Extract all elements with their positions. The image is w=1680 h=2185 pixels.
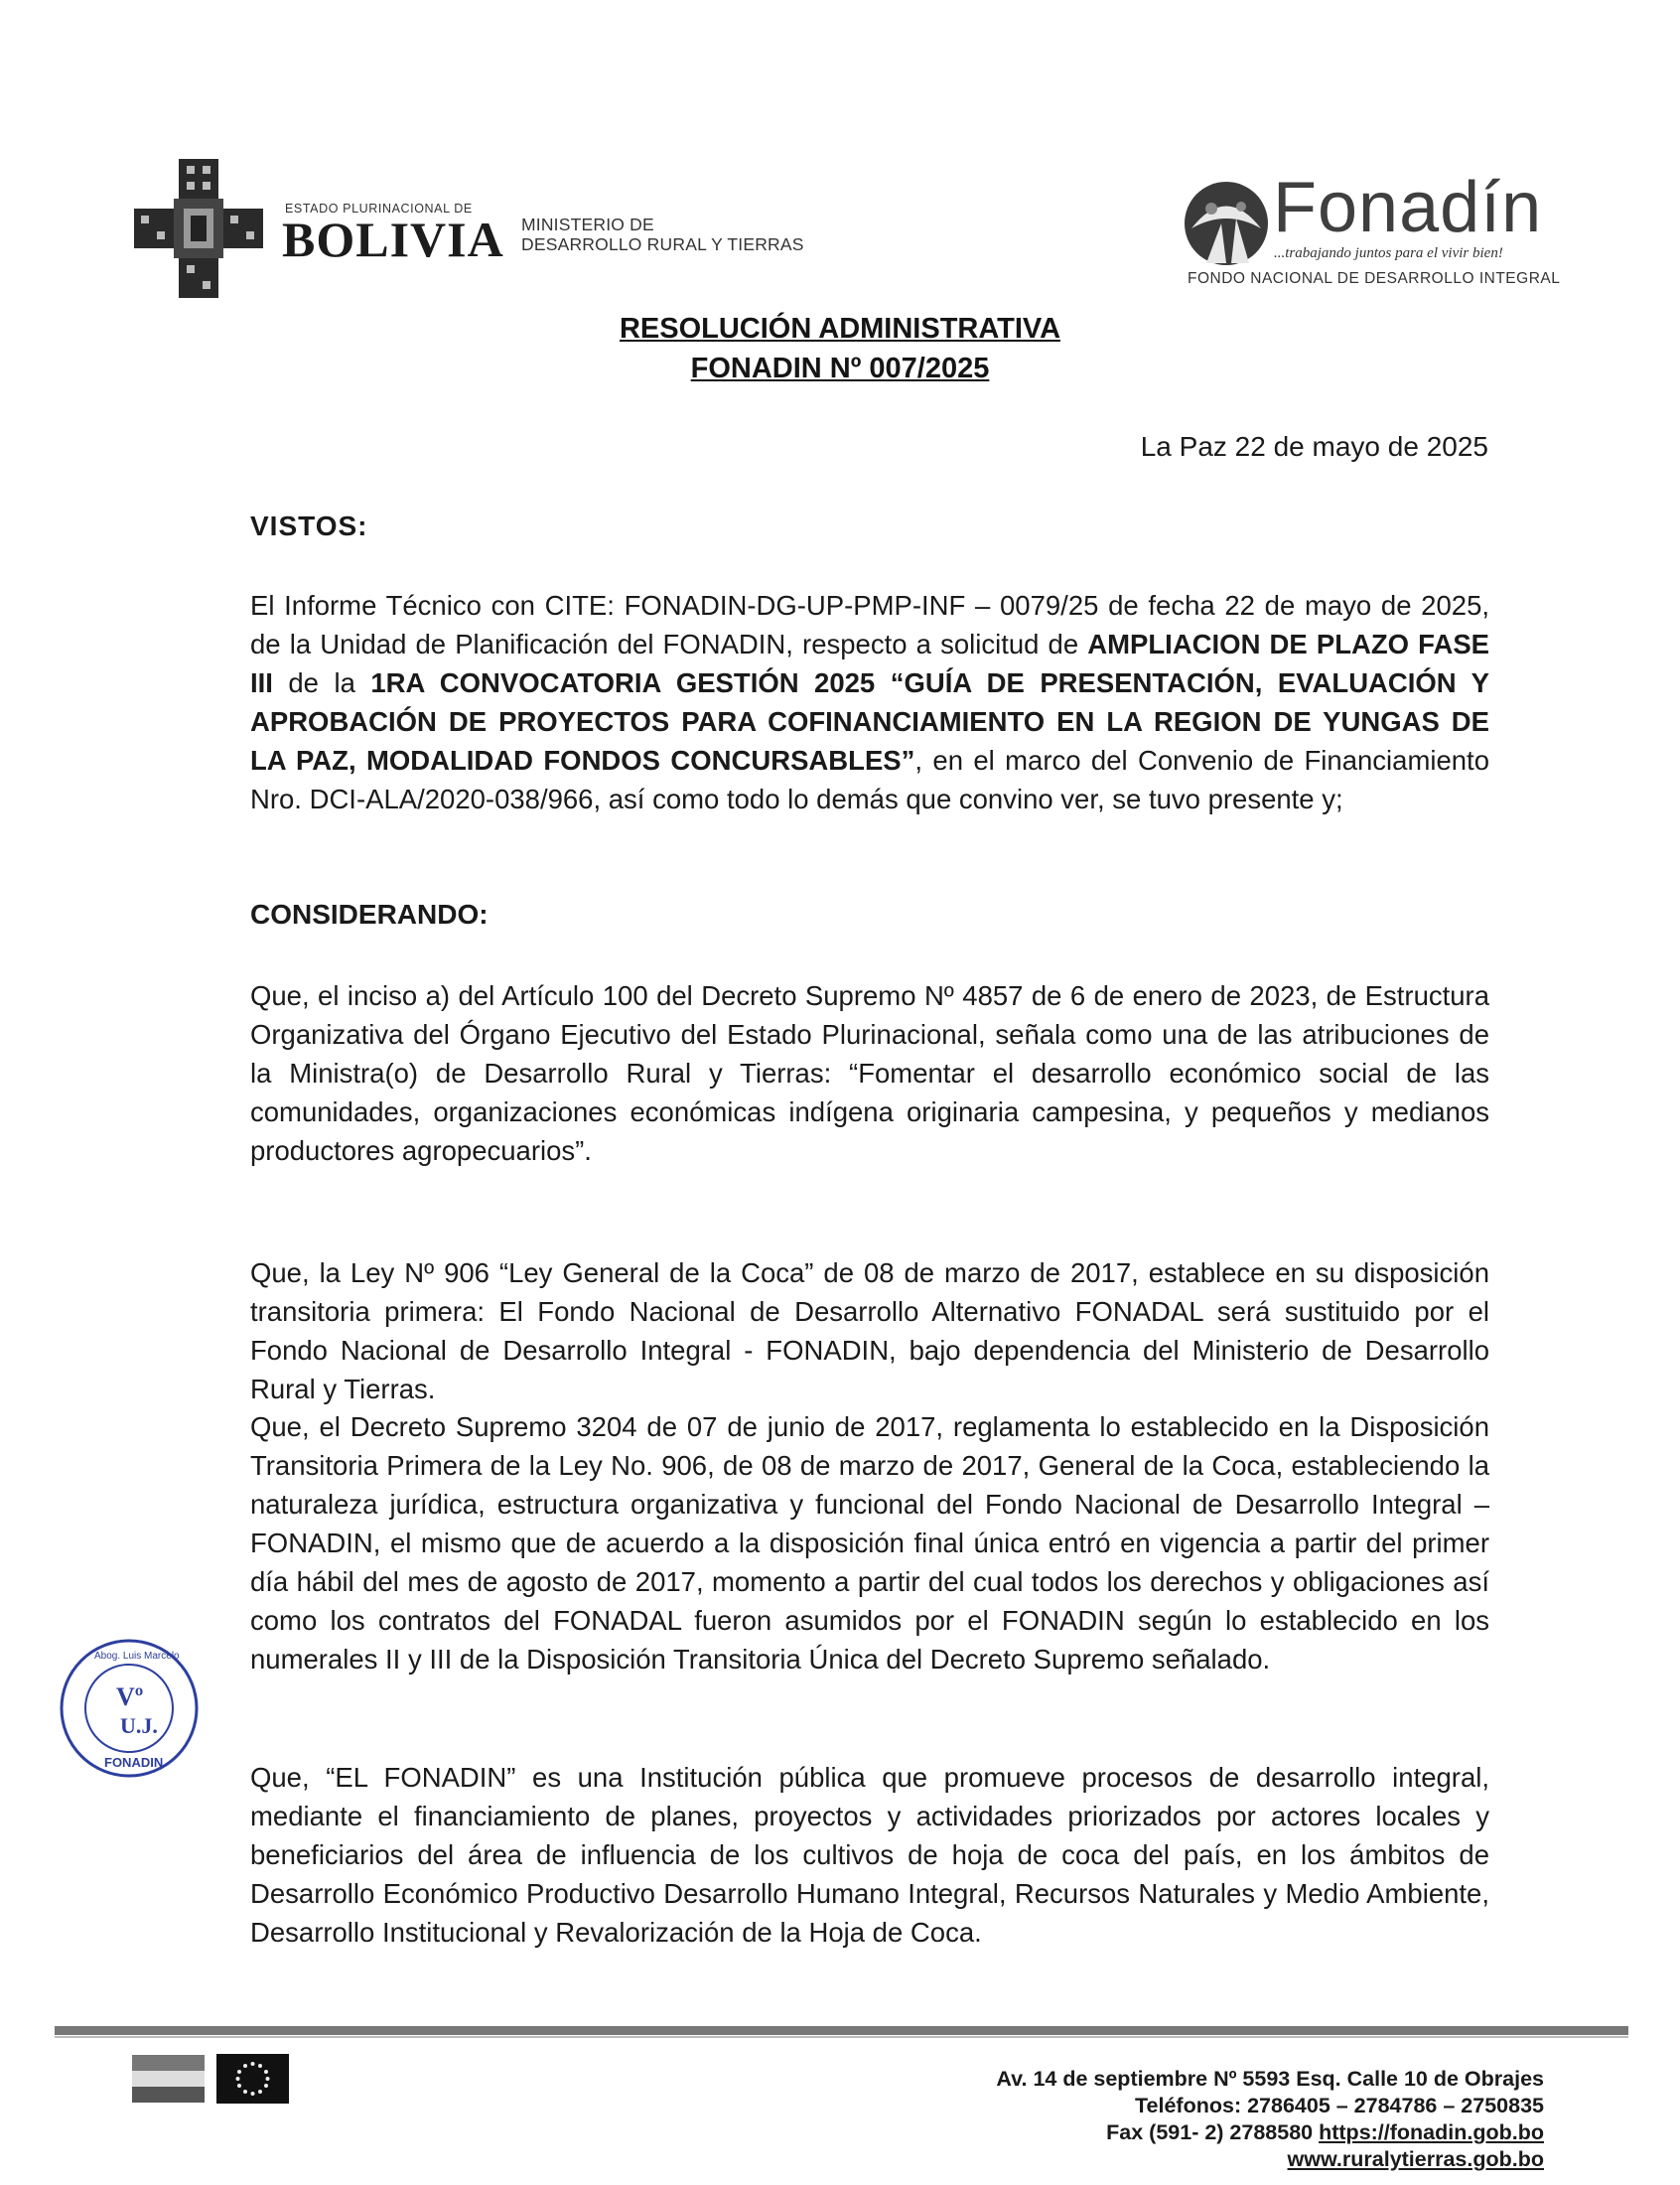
considerando-heading: CONSIDERANDO:: [250, 899, 489, 930]
vistos-text-2: de la: [272, 667, 371, 698]
footer-divider: [55, 2026, 1628, 2035]
fonadin-full-name: FONDO NACIONAL DE DESARROLLO INTEGRAL: [1188, 270, 1561, 287]
footer-phones: Teléfonos: 2786405 – 2784786 – 2750835: [1135, 2094, 1544, 2117]
vistos-bold-1: AMPLIACION DE PLAZO FASE III: [250, 629, 1490, 698]
ministerio-line-2: DESARROLLO RURAL Y TIERRAS: [521, 234, 804, 254]
legal-unit-stamp-icon: [55, 1634, 204, 1783]
footer-ministry-link[interactable]: www.ruralytierras.gob.bo: [1287, 2147, 1544, 2171]
footer-divider-thin: [55, 2036, 1628, 2038]
footer-fax-line: [996, 2119, 1544, 2146]
considerando-paragraph-2: Que, la Ley Nº 906 “Ley General de la Coca” de 08 de marzo de 2017, establece en su disposición transitoria primera: El Fondo Nacional de Desarrollo Alternativo FONADAL será sustituido por el Fondo Nacional de Desarrollo Integral - FONADIN, bajo dependencia del Ministerio de Desarrollo Rural y Tierras.: [250, 1257, 1489, 1404]
fonadin-slogan: ...trabajando juntos para el vivir bien!: [1274, 245, 1503, 261]
fonadin-logo-icon: [1182, 179, 1271, 268]
footer-address: Av. 14 de septiembre Nº 5593 Esq. Calle 10 de Obrajes: [996, 2067, 1544, 2091]
document-number: FONADIN Nº 007/2025: [690, 353, 990, 384]
ministerio-label: [521, 215, 804, 254]
bolivia-emblem-icon: [129, 154, 268, 303]
vistos-heading: VISTOS:: [250, 510, 368, 541]
svg-text:Abog. Luis Marcelo: Abog. Luis Marcelo: [94, 1651, 180, 1662]
vistos-paragraph: [250, 586, 1489, 818]
vistos-bold-2: 1RA CONVOCATORIA GESTIÓN 2025 “GUÍA DE PRESENTACIÓN, EVALUACIÓN Y APROBACIÓN DE PROYECTOS PARA COFINANCIAMIENTO EN LA REGION DE YUNGAS DE LA PAZ, MODALIDAD FONDOS CONCURSABLES”: [250, 667, 1489, 776]
considerando-paragraph-3: Que, el Decreto Supremo 3204 de 07 de junio de 2017, reglamenta lo establecido en la Disposición Transitoria Primera de la Ley No. 906, de 08 de marzo de 2017, General de la Coca, estableciendo la naturaleza jurídica, estructura organizativa y funcional del Fondo Nacional de Desarrollo Integral – FONADIN, el mismo que de acuerdo a la disposición final única entró en vigencia a partir del primer día hábil del mes de agosto de 2017, momento a partir del cual todos los derechos y obligaciones así como los contratos del FONADAL fueron asumidos por el FONADIN según lo establecido en los numerales II y III de la Disposición Transitoria Única del Decreto Supremo señalado.: [250, 1411, 1489, 1675]
vistos-text-3: , en el marco del Convenio de Financiamiento Nro. DCI-ALA/2020-038/966, así como todo lo demás que convino ver, se tuvo presente y;: [250, 745, 1489, 814]
footer-fax: Fax (591- 2) 2788580: [1106, 2120, 1320, 2144]
svg-text:FONADIN: FONADIN: [104, 1755, 164, 1770]
vistos-text-1: El Informe Técnico con CITE: FONADIN-DG-UP-PMP-INF – 0079/25 de fecha 22 de mayo de 2025, de la Unidad de Planificación del FONADIN, respecto a solicitud de: [250, 590, 1489, 659]
considerando-paragraph-1: Que, el inciso a) del Artículo 100 del Decreto Supremo Nº 4857 de 6 de enero de 2023, de Estructura Organizativa del Órgano Ejecutivo del Estado Plurinacional, señala como una de las atribuciones de la Ministra(o) de Desarrollo Rural y Tierras: “Fomentar el desarrollo económico social de las comunidades, organizaciones económicas indígena originaria campesina, y pequeños y medianos productores agropecuarios”.: [250, 980, 1489, 1166]
footer-website-link[interactable]: https://fonadin.gob.bo: [1319, 2120, 1544, 2144]
considerando-paragraph-4: Que, “EL FONADIN” es una Institución pública que promueve procesos de desarrollo integral, mediante el financiamiento de planes, proyectos y actividades priorizados por actores locales y beneficiarios del área de influencia de los cultivos de hoja de coca del país, en los ámbitos de Desarrollo Económico Productivo Desarrollo Humano Integral, Recursos Naturales y Medio Ambiente, Desarrollo Institucional y Revalorización de la Hoja de Coca.: [250, 1762, 1489, 1948]
bolivia-state-label: ESTADO PLURINACIONAL DE: [285, 202, 473, 216]
svg-text:U.J.: U.J.: [120, 1713, 158, 1738]
svg-text:Vº: Vº: [116, 1682, 144, 1711]
bolivia-flag-icon: [132, 2055, 205, 2103]
document-title: RESOLUCIÓN ADMINISTRATIVA: [619, 313, 1061, 345]
document-date: La Paz 22 de mayo de 2025: [1140, 431, 1488, 462]
european-union-flag-icon: [216, 2054, 289, 2104]
ministerio-line-1: MINISTERIO DE: [521, 215, 654, 234]
bolivia-title: BOLIVIA: [282, 212, 504, 267]
fonadin-wordmark: Fonadín: [1273, 168, 1543, 247]
footer-contact: [996, 2066, 1544, 2173]
